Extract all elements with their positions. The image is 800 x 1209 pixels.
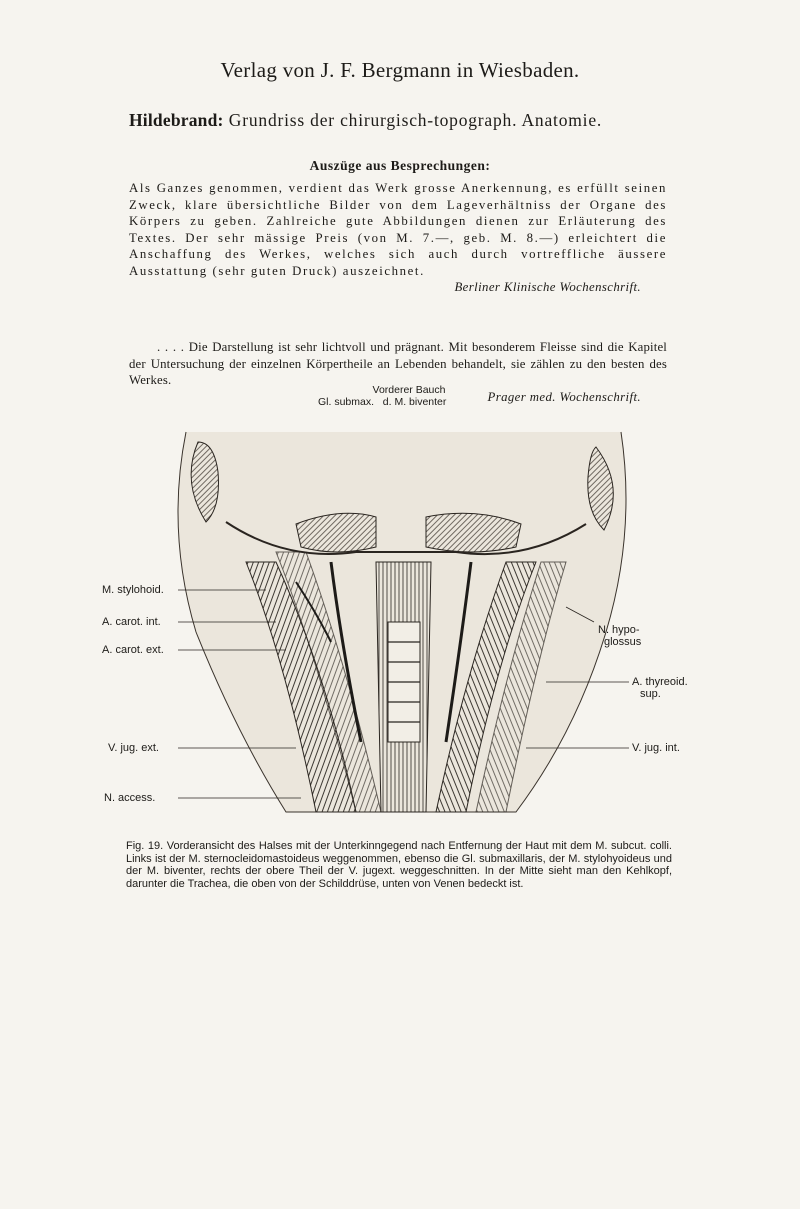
label-v-jug-int: V. jug. int. bbox=[632, 742, 680, 754]
label-a-carot-ext: A. carot. ext. bbox=[102, 644, 164, 656]
label-v-jug-ext: V. jug. ext. bbox=[108, 742, 159, 754]
review-2-text: . . . . Die Darstellung ist sehr lichtvoll und prägnant. Mit besonderem Fleisse sind die Kapitel der Untersuchung der einzelnen Körpertheile an Lebenden behandelt, sie zählen zu den besten des Werkes. bbox=[129, 340, 667, 387]
title-text: Grundriss der chirurgisch-topograph. Anatomie. bbox=[228, 110, 603, 130]
review-1-text: Als Ganzes genommen, verdient das Werk grosse Anerkennung, es erfüllt seinen Zweck, klare übersichtliche Bilder von dem Lageverhältniss der Organe des Körpers zu geben. Zahlreiche gute Abbildungen dienen zur Erläuterung des Textes. Der sehr mässige Preis (von M. 7.—, geb. M. 8.—) erleichtert die Anschaffung des Werkes, welches sich auch durch vortreffliche äussere Ausstattung (sehr guten Druck) auszeichnet. bbox=[129, 181, 667, 278]
author-name: Hildebrand: bbox=[129, 110, 224, 130]
label-m-stylohoid: M. stylohoid. bbox=[102, 584, 164, 596]
label-a-thyreoid-2: sup. bbox=[640, 688, 661, 700]
label-n-hypoglossus-2: glossus bbox=[604, 636, 642, 648]
label-n-access: N. access. bbox=[104, 792, 156, 804]
label-vorderer-bauch: Vorderer Bauch bbox=[372, 384, 446, 396]
label-n-hypoglossus-1: N. hypo- bbox=[598, 624, 640, 636]
neck-anatomy-illustration bbox=[126, 412, 681, 832]
review-1-source: Berliner Klinische Wochenschrift. bbox=[454, 280, 641, 294]
label-gl-submax: Gl. submax. d. M. biventer bbox=[318, 396, 447, 408]
label-a-carot-int: A. carot. int. bbox=[102, 616, 161, 628]
label-a-thyreoid-1: A. thyreoid. bbox=[632, 676, 688, 688]
figure-top-labels bbox=[318, 384, 478, 408]
review-1 bbox=[129, 180, 667, 296]
figure-caption: Fig. 19. Vorderansicht des Halses mit der Unterkinngegend nach Entfernung der Haut mit dem M. subcut. colli. Links ist der M. sternocleidomastoideus weggenommen, ebenso die Gl. submaxillaris, der M. stylohyoideus und der M. biventer, rechts der obere Theil der V. jugext. weggeschnitten. In der Mitte sieht man den Kehlkopf, darunter die Trachea, die oben von der Schilddrüse, unten von Venen bedeckt ist. bbox=[126, 840, 672, 890]
publisher-header: Verlag von J. F. Bergmann in Wiesbaden. bbox=[220, 58, 580, 82]
book-title bbox=[129, 110, 689, 131]
reviews-heading: Auszüge aus Besprechungen: bbox=[309, 158, 491, 173]
review-2-source: Prager med. Wochenschrift. bbox=[487, 389, 641, 404]
